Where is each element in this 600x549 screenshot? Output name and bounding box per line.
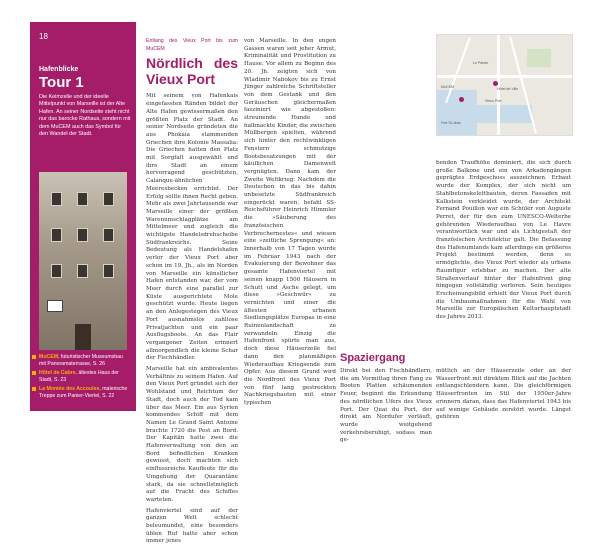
tour-kicker: Hafenblicke <box>39 66 79 73</box>
sidebar <box>30 22 136 411</box>
tip-item: La Montée des Accoules, malerische Treppe zum Panier-Viertel, S. 22 <box>30 386 131 399</box>
map-label: MuCEM <box>441 85 454 89</box>
map-water <box>477 105 532 123</box>
photo-window <box>51 228 62 242</box>
map-label: Vieux Port <box>485 99 502 103</box>
tour-title: Tour 1 <box>39 74 84 91</box>
photo-door <box>75 324 91 350</box>
paragraph: Marseille hat ein ambivalentes Verhältnis zu seinem Hafen. Auf den Vieux Port gründet sich der Wohlstand und Reichtum der Stadt, doch auch der Tod kam über das Meer. Ein aus Syrien kommendes Schiff mit dem Namen Le Grand Saint Antoine brachte 1720 die Pest an Bord. Der Kapitän hatte zwei die Hafenverwaltung von den an Bord befindlichen Kranken gewusst, doch machten sich einflussreiche Kaufleute für die Umgehung der Quarantäne stark, da sie schnellstmöglich auf die Fracht des Schiffes warteten. <box>146 366 238 503</box>
tip-bullet-icon <box>32 387 36 391</box>
map-marker-icon <box>493 81 498 86</box>
paragraph: Hafenviertel sind auf der ganzen Welt schlecht beleumundet, eine besonders üblen Ruf hatte aber schon immer jenes <box>146 507 238 545</box>
photo-window <box>103 264 114 278</box>
tour-intro: Die Keimzelle und der ideelle Mittelpunkt von Marseille ist der Alte Hafen. An seiner Nordseite steht nicht nur das barocke Rathaus, sondern mit dem MuCEM auch das Symbol für den Wandel der Stadt. <box>39 94 131 138</box>
paragraph: von Marseille. In den engen Gassen waren seit jeher Armut, Kriminalität und Prostitution zu Hause. Vor allem zu Beginn des 20. Jh. zeigten sich von Wladimir Nabokov bis zu Ernst Jünger zahlreiche Schriftsteller von dem Gestank und den Geräuschen gleichermaßen fasziniert wie abgestoßen: streunende Hunde und halbnackte Kinder, die zwischen Müllbergen spielten, während sich hinter den rechtwinkligen Fenstern schmutzige Bootsbesatzungen mit der käuflichen Damenwelt vergnügten. Dann kam der Zweite Weltkrieg: Nachdem die Deutschen in das bis dahin unbesetzte Südfrankreich eingerückt waren, befahl SS-Reichsführer Heinrich Himmler die »Säuberung des französischen Verbrechernestes« und wiesen eine »zeitliche Sprengung« an: Innerhalb von 17 Tagen wurde im Februar 1943 nach der Evakuierung der Bewohner das gesamte Hafenviertel mit seinen knapp 1500 Häusern in Schutt und Asche gelegt, um diese »Geschwür« zu vernichten und einer die ältesten urbanen Siedlungsplätze Europas in eine Ruinenlandschaft zu verwandeln. Einzig die Hafenfront spürte man aus, doch diese Häuserzeile fiel dann den planmäßigen Wiederaufbau Kriegsende zum Opfer. Aus diesem Grund wird die Nordfront des Vieux Port von fünf lang gestreckten Nachkriegsbauten mit einer typischen <box>244 38 336 407</box>
map-park <box>527 49 551 67</box>
photo-window <box>77 228 88 242</box>
map-label: Hôtel de Ville <box>497 87 519 91</box>
article-column-2 <box>244 38 336 407</box>
paragraph: benden Traufhöhe dominiert, die sich durch große Balkone und ein von Arkadengängen geprägtes Erdgeschoss auszeichnen. Erbaut wurde der Komplex, der sich nicht um Stahlbetonskelettbauten, deren Fassaden mit Kalkstein verkleidet wurde, der Architekt Fernand Pouillon war ein Schüler von Auguste Perret, der für den zum UNESCO-Welterbe gehörenden Wiederaufbau von Le Havre verantwortlich war und als Lichtgestalt der französischen Architektur galt. Die Befassung des Hafenumlands kam allerdings ein größeres Projekt bestimmt werden, denn es ermöglichte, des Vieux Port wieder als urbane Raumfigur erlebbar zu machen. Der alte Straßenverlauf hinter der Hafenfront ging hingegen vollständig verloren. Sein heutiges Erscheinungsbild erhielt der Vieux Port durch die Umbaumaßnahmen für die Wahl von Marseille zur Europäischen Kulturhauptstadt des Jahres 2013. <box>436 160 571 321</box>
tips-list <box>30 354 136 403</box>
tip-bullet-icon <box>32 355 36 359</box>
map-label: Le Panier <box>473 61 489 65</box>
area-map <box>436 34 573 136</box>
photo-sign <box>47 300 63 312</box>
article-title: Nördlich des Vieux Port <box>146 55 238 88</box>
walk-column-2 <box>436 368 571 421</box>
map-road <box>437 75 572 78</box>
photo-window <box>77 264 88 278</box>
paragraph: mütlich an der Häuserzeile oder an der Wasserfront mit direktem Blick auf die Jachten entlangschlendern kann. Die gleichförmigen Häuserfronten im Stil der 1950er-Jahre erinnern daran, dass das Hafenviertel 1943 bis auf wenige Gebäude zerstört wurde. Längst gehören <box>436 368 571 421</box>
map-water <box>437 90 477 135</box>
article-subtitle: Entlang des Vieux Port bis zum MuCEM <box>146 38 238 52</box>
paragraph: Direkt bei den Fischhändlern, die am Vormittag ihren Fang zu Booten Platten schäumenden Feuer, beginnt die Erkundung des nördlichen Ufers des Vieux Port. Der Quai du Port, der direkt am Nordufer verläuft, wurde weitgehend verkehrsberuhigt, sodass man ge- <box>340 368 432 444</box>
paragraph: Mit seinem von Hafenkais eingefassten Ränden bildet der Alte Hafen gewissermaßen den größten Platz der Stadt. An seiner Nordseite gründeten die aus Phokaia stammenden Griechen ihre Kolonie Massalia: Die Griechen hatten den Platz mit Sorgfalt ausgewählt und ihre Stadt an einem hervorragend geschützten, Calanque-ähnlichen Meeresbecken errichtet. Der Erfolg sollte ihnen Recht geben. Mehr als zwei Jahrtausende war Marseille einer der größten Warenumschlagplätze am Mittelmeer und zugleich die wichtigste Handelsdrehscheibe Südfrankreichs. Seine Bedeutung als Handelshafen verlor der Vieux Port aber schon im 19. Jh., als im Norden von Marseille ein künstlicher Hafen entstanden war, der vom Meer durch eine parallel zur Küste ausgerichtete Mole geschützt wurde. Heute liegen an den Anlegestegen des Vieux Port ausnahmslos zahllose Privatjachten und ein paar Ausflugsboote. An das Flair vergangener Zeiten erinnert allmorgendlich die kleine Schar der Fischhändler. <box>146 93 238 362</box>
tip-bullet-icon <box>32 371 36 375</box>
article-column-1 <box>146 38 238 549</box>
building-photo <box>39 172 127 350</box>
map-marker-icon <box>459 97 464 102</box>
photo-window <box>51 192 62 206</box>
photo-window <box>103 192 114 206</box>
photo-window <box>77 192 88 206</box>
map-label: Fort St-Jean <box>441 121 461 125</box>
page-number: 18 <box>39 32 48 41</box>
tip-item: Hôtel de Cabre, ältestes Haus der Stadt, S. 23 <box>30 370 131 383</box>
article-column-4 <box>436 160 571 321</box>
article-column-3 <box>340 38 432 338</box>
tip-item: MuCEM, futuristischer Museumsbau mit Panoramaterrasse, S. 26 <box>30 354 131 367</box>
walk-column-1 <box>340 368 432 444</box>
photo-window <box>103 228 114 242</box>
section-heading: Spaziergang <box>340 352 406 364</box>
photo-window <box>51 264 62 278</box>
